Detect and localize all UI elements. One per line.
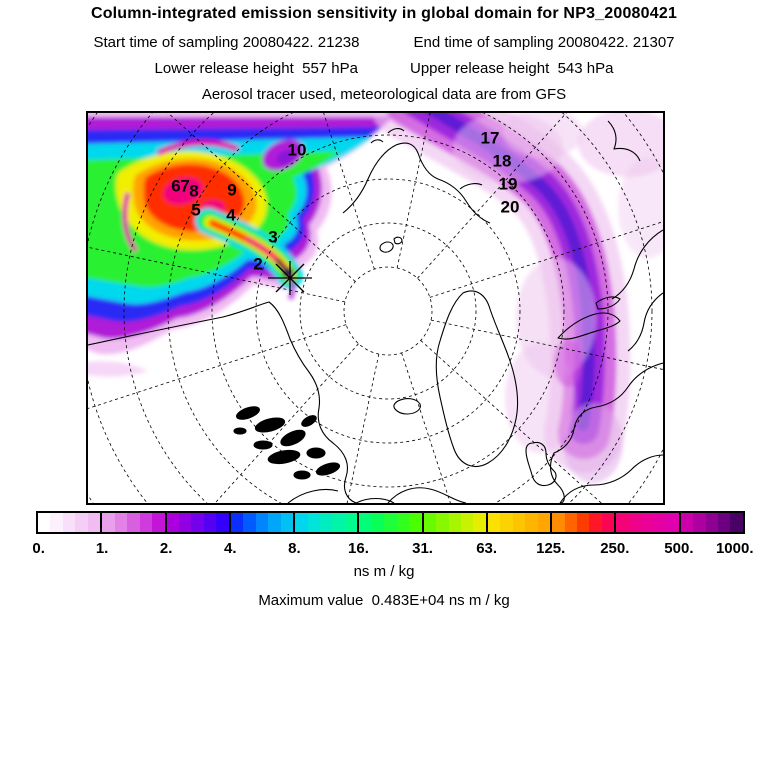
colorbar-cell [167,513,179,532]
colorbar-tick-label: 0. [32,540,45,557]
colorbar-cell [268,513,280,532]
colorbar-cell [320,513,332,532]
colorbar-cell [295,513,307,532]
trajectory-label: 20 [500,197,520,217]
colorbar-cell [449,513,461,532]
colorbar-segment [38,513,100,532]
colorbar-cell [629,513,641,532]
trajectory-label: 5 [191,200,201,220]
colorbar-cell [372,513,384,532]
trajectory-label: 6 [171,176,181,196]
colorbar-cell [641,513,653,532]
sampling-time-line [0,34,768,51]
trajectory-label: 2 [253,254,263,274]
trajectory-label: 9 [227,180,237,200]
colorbar-cell [115,513,127,532]
colorbar-cell [693,513,705,532]
colorbar-cell [50,513,62,532]
colorbar-tick-label: 8. [288,540,301,557]
colorbar-cell [730,513,742,532]
colorbar-tick-label: 500. [664,540,694,557]
colorbar-cell [436,513,448,532]
colorbar-cell [681,513,693,532]
colorbar-cell [75,513,87,532]
colorbar-cell [281,513,293,532]
colorbar-segment [357,513,421,532]
colorbar-cell [589,513,601,532]
plot-title: Column-integrated emission sensitivity in global domain for NP3_20080421 [90,5,678,22]
colorbar-cell [332,513,344,532]
sensitivity-plume-field [88,113,663,483]
colorbar-cell [345,513,357,532]
upper-release-text: Upper release height 543 hPa [410,60,614,77]
colorbar-cell [127,513,139,532]
end-time-text: End time of sampling 20080422. 21307 [413,34,675,51]
trajectory-label: 7 [180,176,190,196]
colorbar-cell [718,513,730,532]
colorbar-tick-row [32,540,754,560]
polar-map [86,111,665,505]
release-height-line [0,60,768,77]
trajectory-label: 17 [480,128,500,148]
trajectory-label: 10 [287,140,307,160]
colorbar-cell [473,513,485,532]
colorbar-cell [256,513,268,532]
spacer [358,60,410,77]
colorbar-cell [513,513,525,532]
colorbar-segment [550,513,614,532]
trajectory-label: 3 [268,227,278,247]
colorbar-segment [293,513,357,532]
colorbar-cell [538,513,550,532]
colorbar-cell [552,513,564,532]
lower-release-text: Lower release height 557 hPa [154,60,358,77]
trajectory-label: 4 [226,205,236,225]
start-time-text: Start time of sampling 20080422. 21238 [93,34,360,51]
colorbar-cell [424,513,436,532]
colorbar-tick-label: 2. [159,540,173,557]
colorbar-tick-label: 31. [412,540,433,557]
colorbar-tick-label: 16. [348,540,369,557]
colorbar-tick-label: 250. [600,540,630,557]
colorbar-segment [229,513,293,532]
colorbar-cell [63,513,75,532]
trajectory-label: 8 [189,181,199,201]
colorbar [36,511,745,534]
colorbar-cell [488,513,500,532]
colorbar-cell [525,513,537,532]
colorbar-cell [102,513,114,532]
colorbar-cell [243,513,255,532]
colorbar-tick-label: 4. [224,540,237,557]
colorbar-cell [216,513,228,532]
colorbar-units-label: ns m / kg [353,563,415,580]
colorbar-cell [397,513,409,532]
colorbar-cell [654,513,666,532]
spacer [359,34,413,51]
colorbar-segment [614,513,678,532]
colorbar-cell [231,513,243,532]
colorbar-cell [204,513,216,532]
colorbar-segment [486,513,550,532]
colorbar-cell [191,513,203,532]
colorbar-cell [616,513,628,532]
colorbar-cell [409,513,421,532]
map-canvas [88,113,663,503]
colorbar-segment [165,513,229,532]
colorbar-cell [359,513,371,532]
colorbar-tick-label: 125. [536,540,566,557]
colorbar-tick-label: 63. [476,540,498,557]
colorbar-segment [100,513,164,532]
colorbar-segment [679,513,743,532]
trajectory-label: 18 [492,151,512,171]
trajectory-label: 19 [498,174,518,194]
colorbar-cell [140,513,152,532]
tracer-info-line: Aerosol tracer used, meteorological data are from GFS [201,86,567,103]
colorbar-cell [384,513,396,532]
max-value-label: Maximum value 0.483E+04 ns m / kg [258,592,510,609]
colorbar-cell [152,513,164,532]
colorbar-cell [308,513,320,532]
colorbar-cell [38,513,50,532]
colorbar-cell [577,513,589,532]
colorbar-cell [565,513,577,532]
colorbar-tick-label: 1000. [715,540,754,557]
colorbar-cell [602,513,614,532]
colorbar-cell [706,513,718,532]
colorbar-cell [666,513,678,532]
colorbar-cell [179,513,191,532]
colorbar-tick-label: 1. [95,540,109,557]
colorbar-cell [461,513,473,532]
colorbar-cell [500,513,512,532]
colorbar-cell [88,513,100,532]
colorbar-segment [422,513,486,532]
